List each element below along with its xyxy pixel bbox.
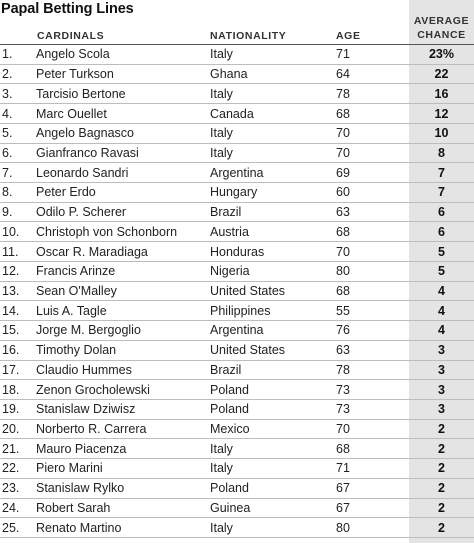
row-average-chance: 10	[434, 126, 449, 141]
table-row	[0, 518, 474, 538]
row-cardinal-name: Christoph von Schonborn	[36, 224, 178, 239]
table-row	[0, 144, 474, 164]
row-nationality: Poland	[210, 481, 249, 496]
row-nationality: Philippines	[210, 303, 271, 318]
row-nationality: United States	[210, 343, 286, 358]
row-age: 71	[336, 461, 350, 476]
row-average-chance: 4	[438, 303, 445, 318]
row-rank: 20.	[2, 422, 20, 437]
header-age: AGE	[336, 30, 361, 42]
row-average-chance: 3	[438, 382, 445, 397]
table-row	[0, 183, 474, 203]
row-rank: 19.	[2, 402, 20, 417]
table-row	[0, 499, 474, 519]
row-average-chance: 4	[438, 283, 445, 298]
row-age: 55	[336, 303, 350, 318]
row-cardinal-name: Stanislaw Rylko	[36, 481, 125, 496]
row-nationality: Italy	[210, 47, 233, 62]
row-rank: 17.	[2, 362, 20, 377]
row-cardinal-name: Peter Turkson	[36, 67, 114, 82]
row-nationality: Italy	[210, 461, 233, 476]
row-average-chance: 16	[434, 86, 449, 101]
row-age: 70	[336, 145, 350, 160]
row-average-chance: 23%	[428, 47, 455, 62]
row-average-chance: 2	[438, 441, 445, 456]
row-nationality: Guinea	[210, 500, 251, 515]
row-age: 80	[336, 520, 350, 535]
row-age: 78	[336, 362, 350, 377]
row-rank: 25.	[2, 520, 20, 535]
row-average-chance: 2	[438, 422, 445, 437]
row-cardinal-name: Angelo Bagnasco	[36, 126, 134, 141]
row-nationality: Honduras	[210, 244, 265, 259]
row-rank: 18.	[2, 382, 20, 397]
row-average-chance: 3	[438, 343, 445, 358]
table-row	[0, 420, 474, 440]
row-average-chance: 4	[438, 323, 445, 338]
header-average-line2: CHANCE	[417, 29, 466, 41]
row-cardinal-name: Robert Sarah	[36, 500, 111, 515]
row-age: 73	[336, 402, 350, 417]
table-row	[0, 400, 474, 420]
header-average-line1: AVERAGE	[413, 15, 470, 27]
row-nationality: Poland	[210, 382, 249, 397]
row-age: 70	[336, 126, 350, 141]
row-age: 67	[336, 500, 350, 515]
row-rank: 21.	[2, 441, 20, 456]
table-row	[0, 439, 474, 459]
table-row	[0, 380, 474, 400]
row-cardinal-name: Francis Arinze	[36, 264, 116, 279]
row-cardinal-name: Oscar R. Maradiaga	[36, 244, 148, 259]
row-rank: 23.	[2, 481, 20, 496]
row-age: 70	[336, 244, 350, 259]
row-average-chance: 3	[438, 402, 445, 417]
table-row	[0, 203, 474, 223]
row-average-chance: 3	[438, 362, 445, 377]
row-nationality: Mexico	[210, 422, 250, 437]
row-cardinal-name: Timothy Dolan	[36, 343, 117, 358]
row-rank: 22.	[2, 461, 20, 476]
row-average-chance: 2	[438, 461, 445, 476]
table-row	[0, 124, 474, 144]
row-age: 60	[336, 185, 350, 200]
row-rank: 12.	[2, 264, 20, 279]
row-cardinal-name: Jorge M. Bergoglio	[36, 323, 141, 338]
row-nationality: Italy	[210, 520, 233, 535]
row-average-chance: 2	[438, 500, 445, 515]
row-cardinal-name: Peter Erdo	[36, 185, 96, 200]
table-row	[0, 361, 474, 381]
row-age: 63	[336, 343, 350, 358]
row-age: 78	[336, 86, 350, 101]
header-nationality: NATIONALITY	[210, 30, 287, 42]
row-rank: 2.	[2, 67, 13, 82]
row-cardinal-name: Mauro Piacenza	[36, 441, 127, 456]
row-cardinal-name: Renato Martino	[36, 520, 122, 535]
row-nationality: Italy	[210, 86, 233, 101]
row-average-chance: 12	[434, 106, 449, 121]
table-row	[0, 321, 474, 341]
row-age: 68	[336, 224, 350, 239]
row-average-chance: 5	[438, 244, 445, 259]
row-nationality: Brazil	[210, 205, 242, 220]
row-age: 67	[336, 481, 350, 496]
row-rank: 14.	[2, 303, 20, 318]
row-age: 71	[336, 47, 350, 62]
row-nationality: Hungary	[210, 185, 258, 200]
row-average-chance: 2	[438, 520, 445, 535]
table-row	[0, 341, 474, 361]
table-row	[0, 163, 474, 183]
row-rank: 3.	[2, 86, 13, 101]
row-average-chance: 7	[438, 165, 445, 180]
row-nationality: Poland	[210, 402, 249, 417]
table-row	[0, 45, 474, 65]
table-row	[0, 104, 474, 124]
row-nationality: United States	[210, 283, 286, 298]
row-nationality: Ghana	[210, 67, 248, 82]
row-rank: 9.	[2, 205, 13, 220]
table-row	[0, 301, 474, 321]
row-cardinal-name: Odilo P. Scherer	[36, 205, 127, 220]
table-row	[0, 222, 474, 242]
row-cardinal-name: Zenon Grocholewski	[36, 382, 150, 397]
row-age: 76	[336, 323, 350, 338]
row-rank: 11.	[2, 244, 19, 259]
table-row	[0, 242, 474, 262]
header-average-chance	[409, 14, 474, 42]
row-cardinal-name: Claudio Hummes	[36, 362, 132, 377]
row-rank: 13.	[2, 283, 20, 298]
row-age: 68	[336, 283, 350, 298]
row-nationality: Canada	[210, 106, 254, 121]
row-age: 80	[336, 264, 350, 279]
table-title: Papal Betting Lines	[1, 1, 134, 17]
row-rank: 7.	[2, 165, 13, 180]
table-row	[0, 282, 474, 302]
row-cardinal-name: Stanislaw Dziwisz	[36, 402, 136, 417]
row-rank: 5.	[2, 126, 13, 141]
row-nationality: Argentina	[210, 165, 264, 180]
row-cardinal-name: Luis A. Tagle	[36, 303, 107, 318]
row-cardinal-name: Norberto R. Carrera	[36, 422, 147, 437]
row-rank: 8.	[2, 185, 13, 200]
row-rank: 24.	[2, 500, 20, 515]
row-rank: 10.	[2, 224, 20, 239]
row-nationality: Brazil	[210, 362, 242, 377]
table-row	[0, 479, 474, 499]
row-cardinal-name: Piero Marini	[36, 461, 103, 476]
row-rank: 6.	[2, 145, 13, 160]
row-nationality: Italy	[210, 441, 233, 456]
row-average-chance: 2	[438, 481, 445, 496]
row-cardinal-name: Marc Ouellet	[36, 106, 107, 121]
row-nationality: Nigeria	[210, 264, 250, 279]
row-average-chance: 5	[438, 264, 445, 279]
row-average-chance: 8	[438, 145, 445, 160]
row-age: 63	[336, 205, 350, 220]
row-age: 68	[336, 106, 350, 121]
row-age: 64	[336, 67, 350, 82]
row-average-chance: 7	[438, 185, 445, 200]
row-nationality: Austria	[210, 224, 249, 239]
row-rank: 16.	[2, 343, 20, 358]
header-cardinals: CARDINALS	[37, 30, 105, 42]
row-cardinal-name: Leonardo Sandri	[36, 165, 129, 180]
row-average-chance: 22	[434, 67, 449, 82]
row-cardinal-name: Gianfranco Ravasi	[36, 145, 139, 160]
table-row	[0, 65, 474, 85]
row-rank: 15.	[2, 323, 20, 338]
table-row	[0, 262, 474, 282]
row-rank: 1.	[2, 47, 13, 62]
row-age: 73	[336, 382, 350, 397]
row-age: 69	[336, 165, 350, 180]
row-cardinal-name: Angelo Scola	[36, 47, 110, 62]
row-nationality: Italy	[210, 145, 233, 160]
row-cardinal-name: Tarcisio Bertone	[36, 86, 126, 101]
row-nationality: Argentina	[210, 323, 264, 338]
table-header	[0, 0, 474, 44]
row-age: 70	[336, 422, 350, 437]
table-row	[0, 84, 474, 104]
row-cardinal-name: Sean O'Malley	[36, 283, 117, 298]
row-average-chance: 6	[438, 205, 445, 220]
row-age: 68	[336, 441, 350, 456]
table-row	[0, 459, 474, 479]
row-nationality: Italy	[210, 126, 233, 141]
row-rank: 4.	[2, 106, 13, 121]
row-average-chance: 6	[438, 224, 445, 239]
table-body	[0, 45, 474, 538]
